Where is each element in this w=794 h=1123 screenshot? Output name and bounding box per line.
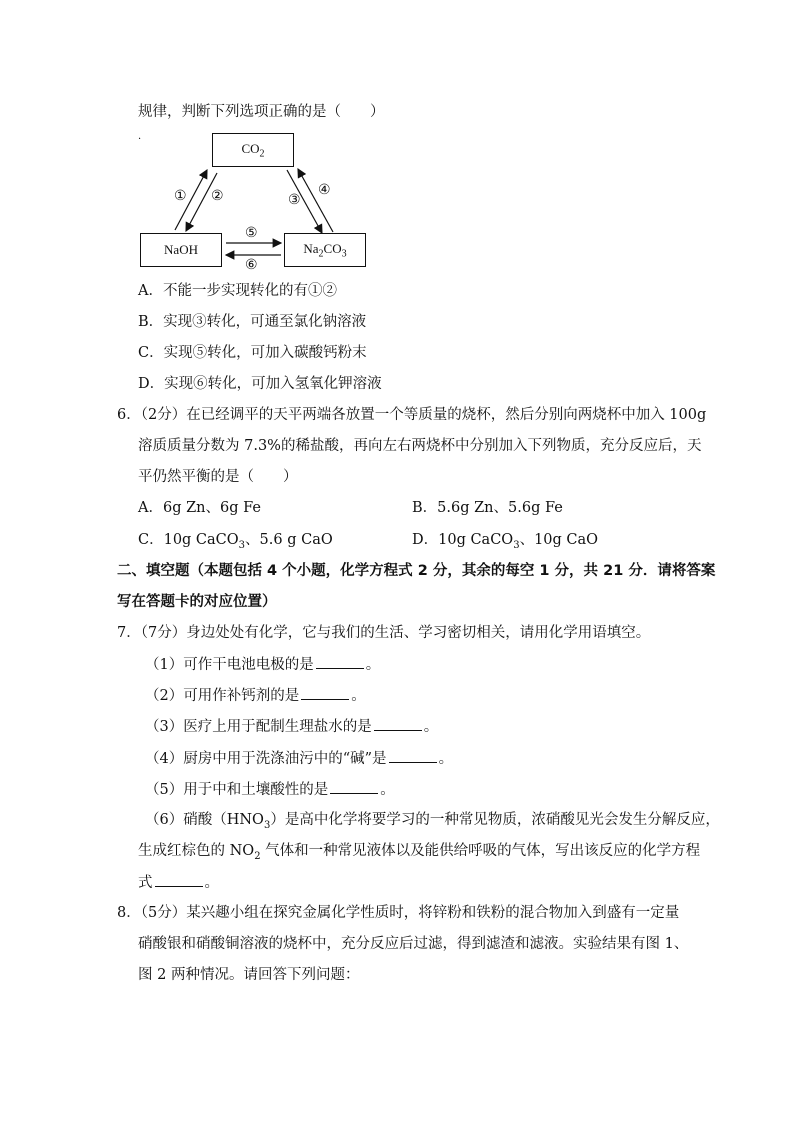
co2-label: $CO_2$ [241, 140, 265, 160]
na2co3-label: $Na_2CO_3$ [303, 240, 347, 260]
q5-option-a: A．不能一步实现转化的有①② [138, 283, 337, 299]
q7-item-6-line-1: （6）硝酸$(HNO_3)$是高中化学将要学习的一种常见物质，浓硝酸见光会发生分解反应， [145, 812, 720, 831]
q8-line-1: 8．（5分）某兴趣小组在探究金属化学性质时，将锌粉和铁粉的混合物加入到盛有一定量 [117, 905, 680, 921]
q7-item-6-line-2: 生成红棕色的 $NO_2$ 气体和一种常见液体以及能供给呼吸的气体，写出该反应的化学方程 [138, 843, 701, 862]
na2co3-box [284, 233, 366, 267]
q5-option-c: C．实现⑤转化，可加入碳酸钙粉末 [138, 345, 367, 361]
answer-blank[interactable] [316, 654, 364, 669]
answer-blank[interactable] [301, 685, 349, 700]
answer-blank[interactable] [374, 716, 422, 731]
label-3: ③ [288, 192, 301, 208]
dot-mark: · [138, 134, 142, 145]
q6-line-1: 6．（2分）在已经调平的天平两端各放置一个等质量的烧杯，然后分别向两烧杯中加入 100g [117, 407, 707, 423]
label-1: ① [174, 188, 187, 204]
q6-option-c: C．10g CaCO$_3$、5.6 g CaO [138, 532, 333, 551]
q7-item-4: （4）厨房中用于洗涤油污中的“碱”是 。 [145, 748, 453, 769]
q6-option-d: D．10g CaCO$_3$、10g CaO [412, 532, 599, 551]
naoh-box [140, 233, 222, 267]
question-intro: 规律，判断下列选项正确的是（ ） [138, 104, 385, 120]
q7-item-6-line-3: 式 。 [138, 872, 219, 893]
q6-line-3: 平仍然平衡的是（ ） [138, 469, 298, 485]
arrows-svg [0, 0, 794, 300]
section-heading-line-2: 写在答题卡的对应位置） [117, 594, 277, 610]
naoh-label: NaOH [164, 242, 198, 257]
answer-blank[interactable] [155, 872, 203, 887]
label-4: ④ [318, 182, 331, 198]
arrow-4 [298, 169, 333, 232]
answer-blank[interactable] [330, 779, 378, 794]
q6-option-b: B．5.6g Zn、5.6g Fe [412, 500, 563, 516]
q5-option-d: D．实现⑥转化，可加入氢氧化钾溶液 [138, 376, 382, 392]
label-2: ② [211, 188, 224, 204]
q7-item-3: （3）医疗上用于配制生理盐水的是 。 [145, 716, 438, 737]
q7-item-2: （2）可用作补钙剂的是 。 [145, 685, 366, 706]
q6-line-2: 溶质质量分数为 7.3%的稀盐酸，再向左右两烧杯中分别加入下列物质，充分反应后，天 [138, 438, 702, 454]
q8-line-2: 硝酸银和硝酸铜溶液的烧杯中，充分反应后过滤，得到滤渣和滤液。实验结果有图 1、 [138, 936, 689, 952]
label-6: ⑥ [245, 257, 258, 273]
q7-stem: 7．（7分）身边处处有化学，它与我们的生活、学习密切相关，请用化学用语填空。 [117, 625, 651, 641]
q8-line-3: 图 2 两种情况。请回答下列问题： [138, 967, 360, 983]
q5-option-b: B．实现③转化，可通至氯化钠溶液 [138, 314, 367, 330]
co2-box [212, 133, 294, 167]
q7-item-5: （5）用于中和土壤酸性的是 。 [145, 779, 395, 800]
label-5: ⑤ [245, 225, 258, 241]
q6-option-a: A．6g Zn、6g Fe [138, 500, 261, 516]
section-heading-line-1: 二、填空题（本题包括 4 个小题，化学方程式 2 分，其余的每空 1 分，共 21 分．请将答案 [117, 563, 716, 579]
answer-blank[interactable] [389, 748, 437, 763]
q7-item-1: （1）可作干电池电极的是 。 [145, 654, 380, 675]
